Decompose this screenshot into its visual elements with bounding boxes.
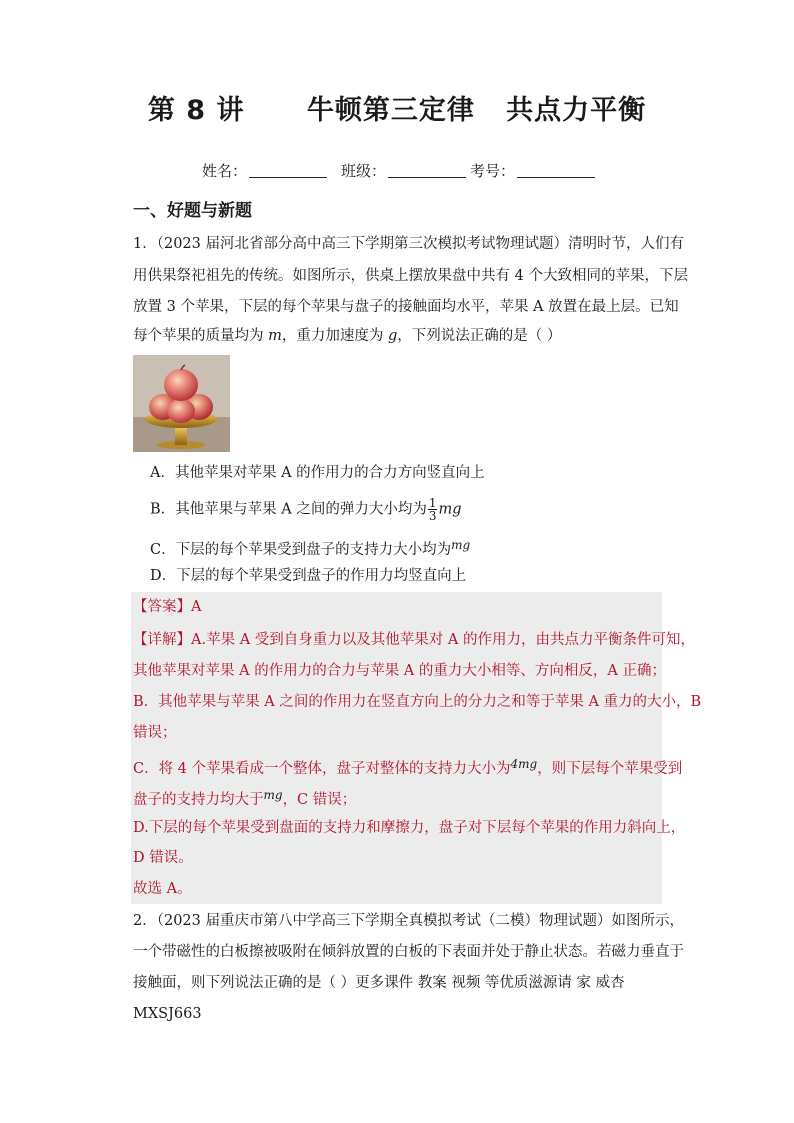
detail-line5: C．将 4 个苹果看成一个整体，盘子对整体的支持力大小为$^{4mg}$，则下层每个苹果受到	[133, 757, 683, 777]
detail-line7: D.下层的每个苹果受到盘面的支持力和摩擦力，盘子对下层每个苹果的作用力斜向上，	[133, 820, 686, 836]
question1-line1: 1．（2023 届河北省部分高中高三下学期第三次模拟考试物理试题）清明时节，人们有	[133, 236, 684, 252]
question2-line1: 2．（2023 届重庆市第八中学高三下学期全真模拟考试（二模）物理试题）如图所示，	[133, 913, 684, 929]
name-label: 姓名：	[202, 162, 248, 180]
question1-line4: 每个苹果的质量均为 m，重力加速度为 g，下列说法正确的是（ ）	[133, 328, 562, 344]
class-blank[interactable]	[388, 163, 466, 178]
option-b[interactable]: B．其他苹果与苹果 A 之间的弹力大小均为 $\frac{1}{3}$ mg	[150, 496, 462, 523]
exam-no-label: 考号：	[470, 162, 516, 180]
fraction-one-third: $\frac{1}{3}$	[428, 496, 437, 523]
detail-line2: 其他苹果对苹果 A 的作用力的合力与苹果 A 的重力大小相等、方向相反，A 正确；	[133, 663, 666, 679]
detail-line6: 盘子的支持力均大于$^{mg}$，C 错误；	[133, 788, 357, 808]
apple-plate-image	[133, 355, 230, 452]
question2-line4: MXSJ663	[133, 1006, 202, 1022]
conclusion-line: 故选 A。	[133, 881, 192, 897]
detail-line3: B．其他苹果与苹果 A 之间的作用力在竖直方向上的分力之和等于苹果 A 重力的大小，B	[133, 694, 702, 710]
option-a[interactable]: A．其他苹果对苹果 A 的作用力的合力方向竖直向上	[150, 465, 485, 481]
option-d[interactable]: D．下层的每个苹果受到盘子的作用力均竖直向上	[150, 568, 467, 584]
answer-line: 【答案】A	[133, 599, 202, 615]
question2-line3: 接触面，则下列说法正确的是（ ）更多课件 教案 视频 等优质滋源请 家 威杏	[133, 975, 625, 991]
question1-line2: 用供果祭祀祖先的传统。如图所示，供桌上摆放果盘中共有 4 个大致相同的苹果，下层	[133, 268, 688, 284]
class-label: 班级：	[341, 162, 387, 180]
section-heading: 一、好题与新题	[133, 201, 252, 221]
option-c[interactable]: C．下层的每个苹果受到盘子的支持力大小均为$^{mg}$	[150, 538, 471, 558]
question1-line3: 放置 3 个苹果，下层的每个苹果与盘子的接触面均水平，苹果 A 放置在最上层。已知	[133, 299, 679, 315]
detail-line4: 错误；	[133, 725, 177, 741]
page-title: 第 8 讲 牛顿第三定律 共点力平衡	[147, 95, 647, 126]
exam-no-blank[interactable]	[517, 163, 595, 178]
apple-plate-illustration	[133, 355, 230, 452]
detail-line8: D 错误。	[133, 850, 193, 866]
name-blank[interactable]	[249, 163, 327, 178]
student-info-row	[202, 160, 599, 181]
detail-line1: 【详解】A.苹果 A 受到自身重力以及其他苹果对 A 的作用力，由共点力平衡条件可知，	[133, 632, 695, 648]
question2-line2: 一个带磁性的白板擦被吸附在倾斜放置的白板的下表面并处于静止状态。若磁力垂直于	[133, 944, 684, 960]
